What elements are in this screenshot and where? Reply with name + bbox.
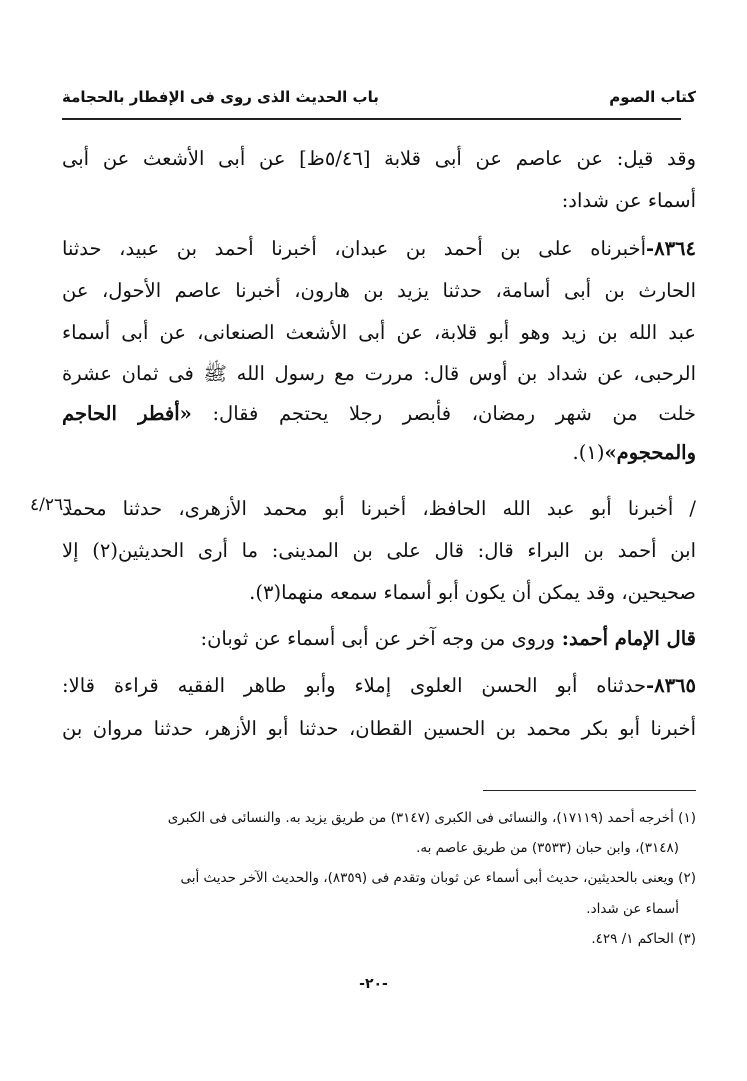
running-header-chapter: باب الحديث الذى روى فى الإفطار بالحجامة [62, 88, 379, 106]
text-line-7a: خلت من شهر رمضان، فأبصر رجلا يحتجم فقال: [191, 402, 696, 425]
text-line-7 [62, 394, 696, 434]
imam-ahmad-label: قال الإمام أحمد: [555, 627, 696, 650]
text-line-2: أسماء عن شداد: [561, 189, 696, 212]
text-line-1: وقد قيل: عن عاصم عن أبى قلابة [٥/٤٦ظ] عن أبى الأشعث عن أبى [62, 147, 696, 170]
running-header-book: كتاب الصوم [609, 88, 696, 106]
footnote-rule [483, 790, 696, 791]
footnote-ref-1: (١). [572, 441, 605, 464]
prophetic-saying-start: «أفطر الحاجم [62, 402, 192, 425]
margin-page-reference: ٤/٢٦٦ [30, 495, 73, 515]
text-line-5: عبد الله بن زيد وهو أبو قلابة، عن أبى الأشعث الصنعانى، عن أبى أسماء [62, 321, 696, 344]
footnote-2-line-1: (٢) ويعنى بالحديثين، حديث أبى أسماء عن ثوبان وتقدم فى (٨٣٥٩)، والحديث الآخر حديث أبى [180, 870, 696, 886]
footnote-1-line-1: (١) أخرجه أحمد (١٧١١٩)، والنسائى فى الكبرى (٣١٤٧) من طريق يزيد به. والنسائى فى الكبرى [167, 810, 696, 826]
text-line-8 [62, 433, 696, 473]
header-rule [62, 118, 681, 120]
hadith-8364-line-1 [62, 229, 696, 269]
text-line-6: الرحبى، عن شداد بن أوس قال: مررت مع رسول الله ﷺ فى ثمان عشرة [62, 362, 696, 385]
hadith-number-8364: ٨٣٦٤- [646, 237, 696, 260]
page-number: -٢٠- [359, 976, 388, 992]
text-line-12b: وروى من وجه آخر عن أبى أسماء عن ثوبان: [200, 627, 556, 650]
text-line-4: الحارث بن أبى أسامة، حدثنا يزيد بن هارون، أخبرنا عاصم الأحول، عن [62, 279, 696, 302]
text-line-9: / أخبرنا أبو عبد الله الحافظ، أخبرنا أبو محمد الأزهرى، حدثنا محمد [62, 497, 696, 520]
footnote-3: (٣) الحاكم ١/ ٤٢٩. [591, 931, 696, 947]
footnote-1-line-2: (٣١٤٨)، وابن حبان (٣٥٣٣) من طريق عاصم به. [416, 840, 679, 856]
text-line-10: ابن أحمد بن البراء قال: قال على بن المدينى: ما أرى الحديثين(٢) إلا [62, 539, 696, 562]
hadith-8365-line-1 [62, 666, 696, 706]
text-line-11: صحيحين، وقد يمكن أن يكون أبو أسماء سمعه منهما(٣). [249, 581, 696, 604]
footnote-2-line-2: أسماء عن شداد. [586, 901, 679, 917]
hadith-number-8365: ٨٣٦٥- [646, 674, 696, 697]
text-line-14: أخبرنا أبو بكر محمد بن الحسين القطان، حدثنا أبو الأزهر، حدثنا مروان بن [62, 717, 696, 740]
prophetic-saying-end: والمحجوم» [604, 441, 696, 464]
text-line-12 [62, 619, 696, 659]
hadith-8364-text: أخبرناه على بن أحمد بن عبدان، أخبرنا أحمد بن عبيد، حدثنا [62, 237, 646, 260]
hadith-8365-text: حدثناه أبو الحسن العلوى إملاء وأبو طاهر الفقيه قراءة قالا: [62, 674, 646, 697]
